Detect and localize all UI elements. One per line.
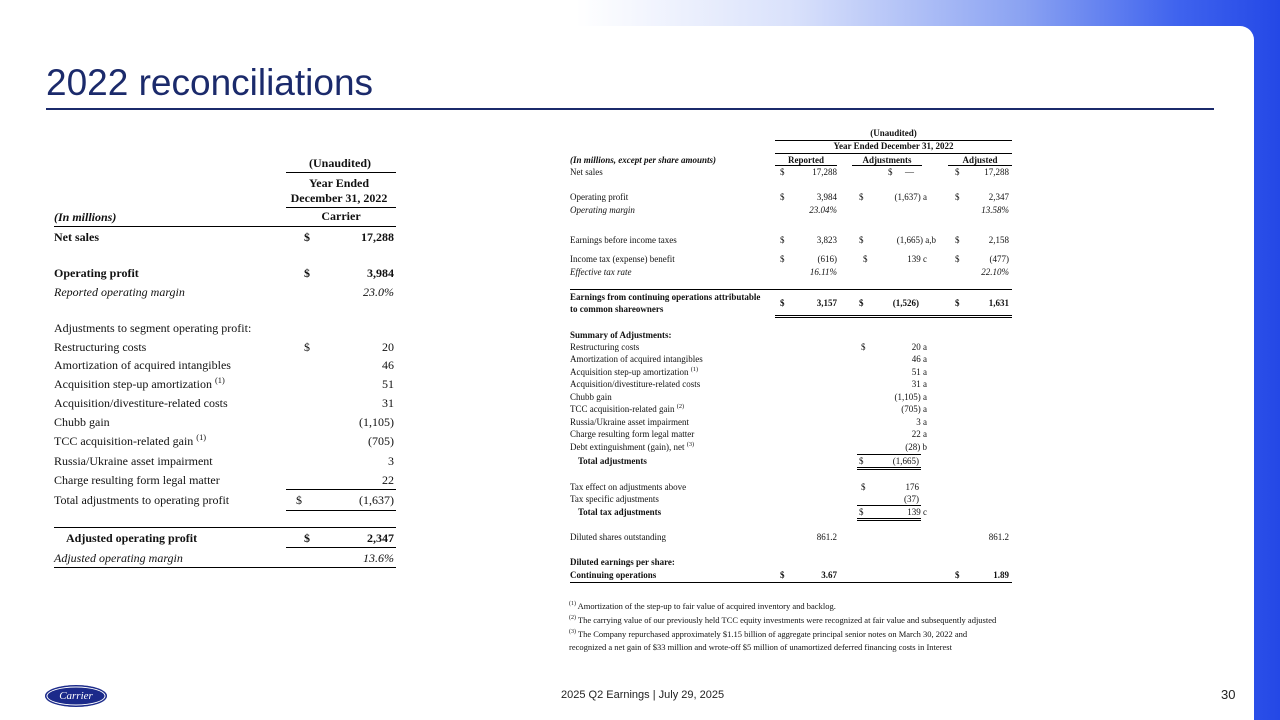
page-number: 30 xyxy=(1221,687,1236,702)
rt-sum-value: (28) b xyxy=(905,442,927,452)
rt-sum-value: 31 a xyxy=(911,379,927,389)
rt-sum-dollar: $ xyxy=(861,342,866,352)
lt-adj-value: (1,105) xyxy=(359,415,394,429)
rt-te-label: Tax effect on adjustments above xyxy=(570,482,687,492)
rt-te-dollar: $ xyxy=(861,482,866,492)
rt-om-v3: 13.58% xyxy=(981,205,1009,215)
rt-earn-v3: 1,631 xyxy=(988,298,1009,308)
list-item xyxy=(570,353,1012,365)
rt-tax-v1: (616) xyxy=(817,254,837,264)
lt-adj-value: 3 xyxy=(388,454,394,468)
lt-bottom-rule xyxy=(54,567,396,568)
rt-row-diluted-shares xyxy=(570,531,1012,543)
rt-earn-v2: (1,526) xyxy=(892,298,919,308)
lt-adj-value: 31 xyxy=(382,396,394,410)
rt-sum-label: Charge resulting form legal matter xyxy=(570,429,695,439)
lt-header-company: Carrier xyxy=(321,209,361,223)
rt-ebit-d3: $ xyxy=(955,235,960,245)
lt-header-year-ended: Year Ended xyxy=(308,176,370,190)
lt-header-unaudited: (Unaudited) xyxy=(308,156,371,170)
rt-tax-v3: (477) xyxy=(989,254,1009,264)
rt-op-v3: 2,347 xyxy=(988,192,1009,202)
lt-am-value: 13.6% xyxy=(363,551,394,565)
lt-adj-value: 20 xyxy=(382,340,394,354)
list-item xyxy=(570,428,1012,440)
rt-sum-label: Russia/Ukraine asset impairment xyxy=(570,417,689,427)
lt-adj-value: 22 xyxy=(382,473,394,487)
lt-rm-value: 23.0% xyxy=(363,285,394,299)
lt-adj-value: 51 xyxy=(382,377,394,391)
lt-adj-label: Charge resulting form legal matter xyxy=(54,473,220,487)
table-row xyxy=(54,376,396,392)
rt-sum-value: (705) a xyxy=(901,404,927,414)
carrier-logo: Carrier xyxy=(45,685,107,707)
list-item xyxy=(570,341,1012,353)
rt-earn-rule-bottom-2 xyxy=(775,317,1012,318)
rt-header-units: (In millions, except per share amounts) xyxy=(570,155,717,165)
rt-et-v1: 16.11% xyxy=(809,267,837,277)
rt-ds-v3: 861.2 xyxy=(988,532,1009,542)
rt-sum-label: Acquisition step-up amortization $^{(1)}$ xyxy=(570,366,699,377)
lt-row-operating-profit xyxy=(54,265,396,281)
rt-row-earnings xyxy=(570,297,1012,309)
rt-sum-value: 51 a xyxy=(911,367,927,377)
rt-summary-header xyxy=(570,329,1012,341)
rt-op-v1: 3,984 xyxy=(816,192,837,202)
rt-te-value: 176 xyxy=(905,482,919,492)
lt-adj-header: Adjustments to segment operating profit: xyxy=(54,321,252,335)
lt-row-adjustments-header xyxy=(54,320,396,336)
rt-ns-label: Net sales xyxy=(570,167,603,177)
rt-ta-label: Total adjustments xyxy=(578,456,647,466)
rt-ns-d2: $ xyxy=(888,167,893,177)
rt-col-adjusted: Adjusted xyxy=(962,155,998,165)
rt-ebit-v3: 2,158 xyxy=(988,235,1009,245)
rt-ns-v2: — xyxy=(905,167,914,177)
lt-aop-rule xyxy=(286,547,396,548)
rt-ta-dollar: $ xyxy=(859,456,864,466)
lt-net-sales-label: Net sales xyxy=(54,230,99,244)
lt-adj-label: TCC acquisition-related gain $^{(1)}$ xyxy=(54,433,207,448)
lt-row-net-sales xyxy=(54,229,396,245)
rt-ns-v3: 17,288 xyxy=(984,167,1009,177)
table-row xyxy=(54,433,396,449)
rt-earn-d1: $ xyxy=(780,298,785,308)
rt-col-reported: Reported xyxy=(788,155,824,165)
rt-op-label: Operating profit xyxy=(570,192,629,202)
table-row xyxy=(54,357,396,373)
rt-ebit-d1: $ xyxy=(780,235,785,245)
lt-rm-label: Reported operating margin xyxy=(54,285,185,299)
footnote-1: $^{(1)}$ Amortization of the step-up to fair value of acquired inventory and backlog. xyxy=(569,601,836,611)
rt-ta-value: (1,665) xyxy=(892,456,919,466)
rt-tax-v2: 139 c xyxy=(907,254,927,264)
lt-adj-value: 46 xyxy=(382,358,394,372)
rt-row-total-tax xyxy=(570,506,1012,518)
rt-ebit-v1: 3,823 xyxy=(816,235,837,245)
rt-row-tax-effect xyxy=(570,481,1012,493)
lt-header-date: December 31, 2022 xyxy=(290,191,388,205)
rt-ds-v1: 861.2 xyxy=(816,532,837,542)
rt-earn-l2: to common shareowners xyxy=(570,304,664,314)
table-row xyxy=(54,395,396,411)
page-title: 2022 reconciliations xyxy=(46,62,374,103)
rt-eps-header-label: Diluted earnings per share: xyxy=(570,557,675,567)
lt-adj-label: Russia/Ukraine asset impairment xyxy=(54,454,213,468)
rt-sum-label: TCC acquisition-related gain $^{(2)}$ xyxy=(570,403,685,414)
rt-row-tax-specific xyxy=(570,493,1012,505)
lt-op-dollar: $ xyxy=(304,266,310,280)
rt-tax-d1: $ xyxy=(780,254,785,264)
rt-row-net-sales xyxy=(570,166,1012,178)
rt-ebit-d2: $ xyxy=(859,235,864,245)
rt-eps-d3: $ xyxy=(955,570,960,580)
rt-op-d1: $ xyxy=(780,192,785,202)
rt-sum-value: 20 a xyxy=(911,342,927,352)
lt-row-adjusted-operating-profit xyxy=(54,530,396,546)
rt-ebit-label: Earnings before income taxes xyxy=(570,235,677,245)
rt-earn-d2: $ xyxy=(859,298,864,308)
lt-aop-value: 2,347 xyxy=(367,531,394,545)
rt-total-tax-rule-bottom xyxy=(857,518,921,519)
rt-earn-l1: Earnings from continuing operations attributable xyxy=(570,292,761,302)
rt-sum-label: Amortization of acquired intangibles xyxy=(570,354,703,364)
rt-eps-v3: 1.89 xyxy=(993,570,1009,580)
rt-tt-value: 139 c xyxy=(907,507,927,517)
footnote-3-cont: recognized a net gain of $33 million and wrote-off $5 million of unamortized deferred financing costs in Interest xyxy=(569,642,952,652)
title-underline xyxy=(46,108,1214,110)
list-item xyxy=(570,366,1012,378)
lt-op-value: 3,984 xyxy=(367,266,394,280)
rt-header-unaudited: (Unaudited) xyxy=(870,128,917,138)
lt-total-label: Total adjustments to operating profit xyxy=(54,493,230,507)
rt-eps-label: Continuing operations xyxy=(570,570,657,580)
rt-earn-rule-top xyxy=(570,289,1012,290)
lt-adj-label: Acquisition/divestiture-related costs xyxy=(54,396,228,410)
rt-tax-d2: $ xyxy=(863,254,868,264)
lt-adj-label: Acquisition step-up amortization $^{(1)}$ xyxy=(54,376,225,391)
lt-header-units: (In millions) xyxy=(54,210,117,224)
rt-row-eps xyxy=(570,569,1012,581)
rt-sum-header: Summary of Adjustments: xyxy=(570,330,672,340)
lt-net-sales-dollar: $ xyxy=(304,230,310,244)
lt-adj-value: (705) xyxy=(368,434,394,448)
rt-total-adj-rule-bottom-2 xyxy=(857,469,921,470)
rt-eps-d1: $ xyxy=(780,570,785,580)
rt-row-ebit xyxy=(570,234,1012,246)
lt-adj-label: Amortization of acquired intangibles xyxy=(54,358,231,372)
footer-text: 2025 Q2 Earnings | July 29, 2025 xyxy=(561,689,725,701)
rt-sum-label: Restructuring costs xyxy=(570,342,640,352)
lt-adj-dollar: $ xyxy=(304,340,310,354)
table-row xyxy=(54,472,396,488)
lt-header-rule-2 xyxy=(286,207,396,208)
list-item xyxy=(570,441,1012,453)
rt-sum-value: 22 a xyxy=(911,429,927,439)
lt-row-total-adjustments xyxy=(54,492,396,508)
rt-ns-v1: 17,288 xyxy=(812,167,837,177)
rt-tax-label: Income tax (expense) benefit xyxy=(570,254,675,264)
rt-row-operating-margin xyxy=(570,204,1012,216)
rt-ds-label: Diluted shares outstanding xyxy=(570,532,666,542)
list-item xyxy=(570,378,1012,390)
lt-am-label: Adjusted operating margin xyxy=(54,551,183,565)
rt-om-v1: 23.04% xyxy=(809,205,837,215)
lt-aop-label: Adjusted operating profit xyxy=(66,531,198,545)
lt-row-adjusted-margin xyxy=(54,550,396,566)
rt-earn-v1: 3,157 xyxy=(816,298,837,308)
list-item xyxy=(570,416,1012,428)
rt-eps-v1: 3.67 xyxy=(821,570,837,580)
lt-adj-op-rule-top xyxy=(54,527,396,528)
rt-ebit-v2: (1,665) a,b xyxy=(896,235,936,245)
lt-aop-dollar: $ xyxy=(304,531,310,545)
table-row xyxy=(54,414,396,430)
rt-row-total-adjustments xyxy=(570,455,1012,467)
rt-col-adjustments: Adjustments xyxy=(862,155,912,165)
lt-net-sales-value: 17,288 xyxy=(361,230,394,244)
rt-et-label: Effective tax rate xyxy=(570,267,632,277)
rt-sum-label: Chubb gain xyxy=(570,392,612,402)
list-item xyxy=(570,403,1012,415)
rt-op-d2: $ xyxy=(859,192,864,202)
rt-op-d3: $ xyxy=(955,192,960,202)
rt-et-v3: 22.10% xyxy=(981,267,1009,277)
rt-earn-rule-bottom xyxy=(775,315,1012,316)
lt-total-rule xyxy=(286,510,396,511)
rt-ns-d3: $ xyxy=(955,167,960,177)
table-row xyxy=(54,453,396,469)
rt-header-year: Year Ended December 31, 2022 xyxy=(833,141,954,151)
lt-total-value: (1,637) xyxy=(359,493,394,507)
lt-row-reported-margin xyxy=(54,284,396,300)
lt-sum-rule xyxy=(286,489,396,490)
lt-adj-label: Restructuring costs xyxy=(54,340,147,354)
table-row xyxy=(54,339,396,355)
rt-earn-d3: $ xyxy=(955,298,960,308)
rt-total-adj-rule-bottom xyxy=(857,467,921,468)
rt-tt-dollar: $ xyxy=(859,507,864,517)
rt-sum-label: Debt extinguishment (gain), net $^{(3)}$ xyxy=(570,441,695,452)
footnote-2: $^{(2)}$ The carrying value of our previously held TCC equity investments were recognized at fair value and subsequently adjusted xyxy=(569,615,997,625)
lt-header-rule-3 xyxy=(54,226,396,227)
rt-ts-label: Tax specific adjustments xyxy=(570,494,659,504)
rt-ns-d1: $ xyxy=(780,167,785,177)
rt-om-label: Operating margin xyxy=(570,205,635,215)
rt-ts-value: (37) xyxy=(904,494,919,504)
rt-op-v2: (1,637) a xyxy=(894,192,927,202)
footnote-3: $^{(3)}$ The Company repurchased approximately $1.15 billion of aggregate principal senior notes on March 30, 2022 and xyxy=(569,629,968,639)
list-item xyxy=(570,391,1012,403)
rt-sum-value: 3 a xyxy=(916,417,927,427)
rt-row-eff-tax xyxy=(570,266,1012,278)
rt-sum-value: 46 a xyxy=(911,354,927,364)
rt-eps-header xyxy=(570,556,1012,568)
rt-tax-d3: $ xyxy=(955,254,960,264)
rt-row-tax xyxy=(570,253,1012,265)
rt-tt-label: Total tax adjustments xyxy=(578,507,662,517)
rt-sum-label: Acquisition/divestiture-related costs xyxy=(570,379,701,389)
rt-eps-rule xyxy=(570,582,1012,583)
lt-op-label: Operating profit xyxy=(54,266,139,280)
rt-total-tax-rule-bottom-2 xyxy=(857,520,921,521)
lt-header-rule-1 xyxy=(286,172,396,173)
rt-sum-value: (1,105) a xyxy=(894,392,927,402)
lt-adj-label: Chubb gain xyxy=(54,415,110,429)
rt-row-operating-profit xyxy=(570,191,1012,203)
lt-total-dollar: $ xyxy=(296,493,302,507)
